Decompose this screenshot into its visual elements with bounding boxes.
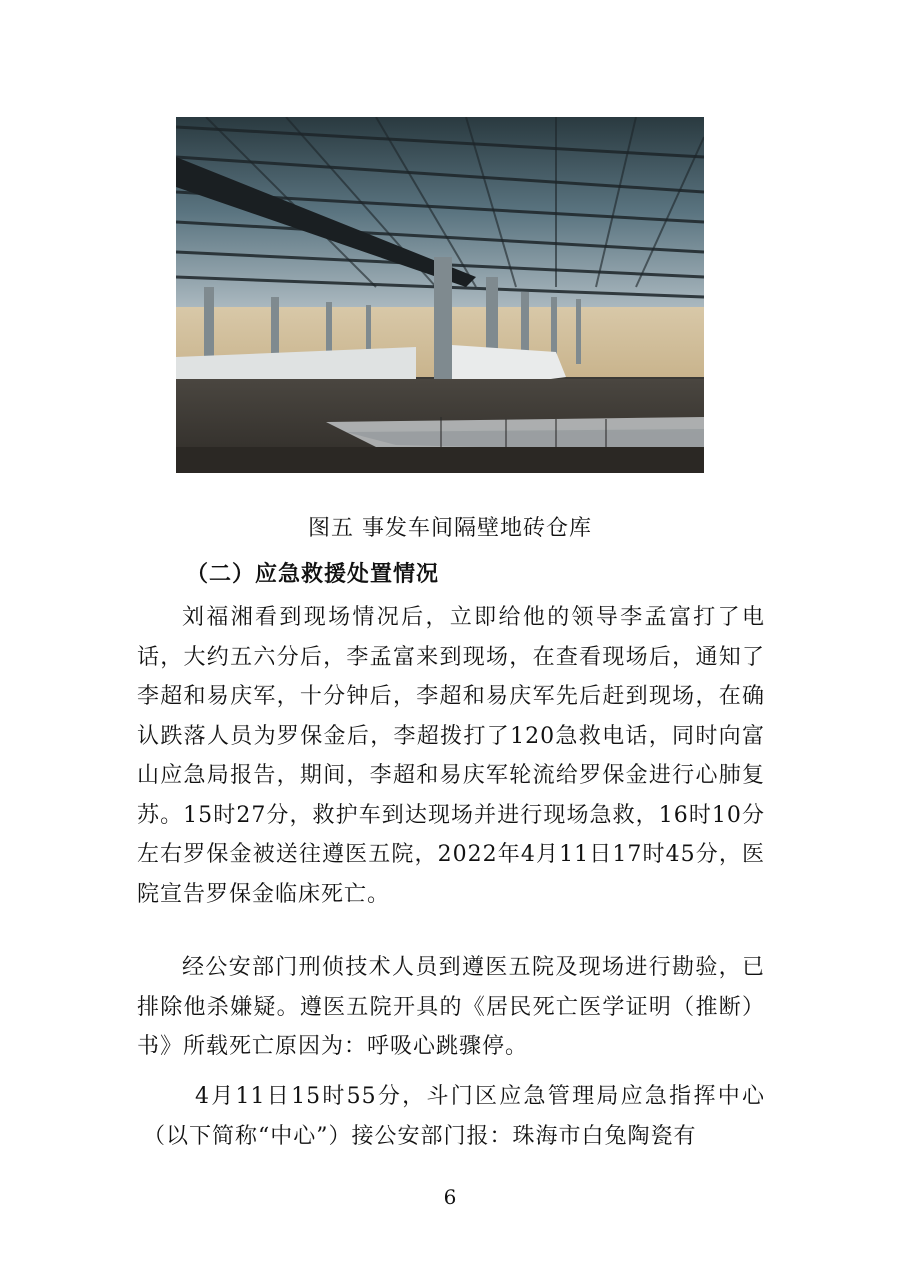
paragraph-report-received: 4月11日15时55分，斗门区应急管理局应急指挥中心（以下简称“中心”）接公安部门报：珠海市白兔陶瓷有: [143, 1084, 765, 1149]
page-number: 6: [443, 1185, 457, 1209]
figure-caption: 图五 事发车间隔壁地砖仓库: [308, 516, 592, 541]
paragraph-police-investigation: 经公安部门刑侦技术人员到遵医五院及现场进行勘验，已排除他杀嫌疑。遵医五院开具的《居民死亡医学证明（推断）书》所载死亡原因为：呼吸心跳骤停。: [137, 955, 765, 1059]
paragraph-rescue-process: 刘福湘看到现场情况后，立即给他的领导李孟富打了电话，大约五六分后，李孟富来到现场，在查看现场后，通知了李超和易庆军，十分钟后，李超和易庆军先后赶到现场，在确认跌落人员为罗保金后，李超拨打了120急救电话，同时向富山应急局报告，期间，李超和易庆军轮流给罗保金进行心肺复苏。15时27分，救护车到达现场并进行现场急救，16时10分左右罗保金被送往遵医五院，2022年4月11日17时45分，医院宣告罗保金临床死亡。: [137, 605, 765, 907]
warehouse-photo: [176, 117, 704, 473]
section-heading: （二）应急救援处置情况: [186, 561, 440, 587]
